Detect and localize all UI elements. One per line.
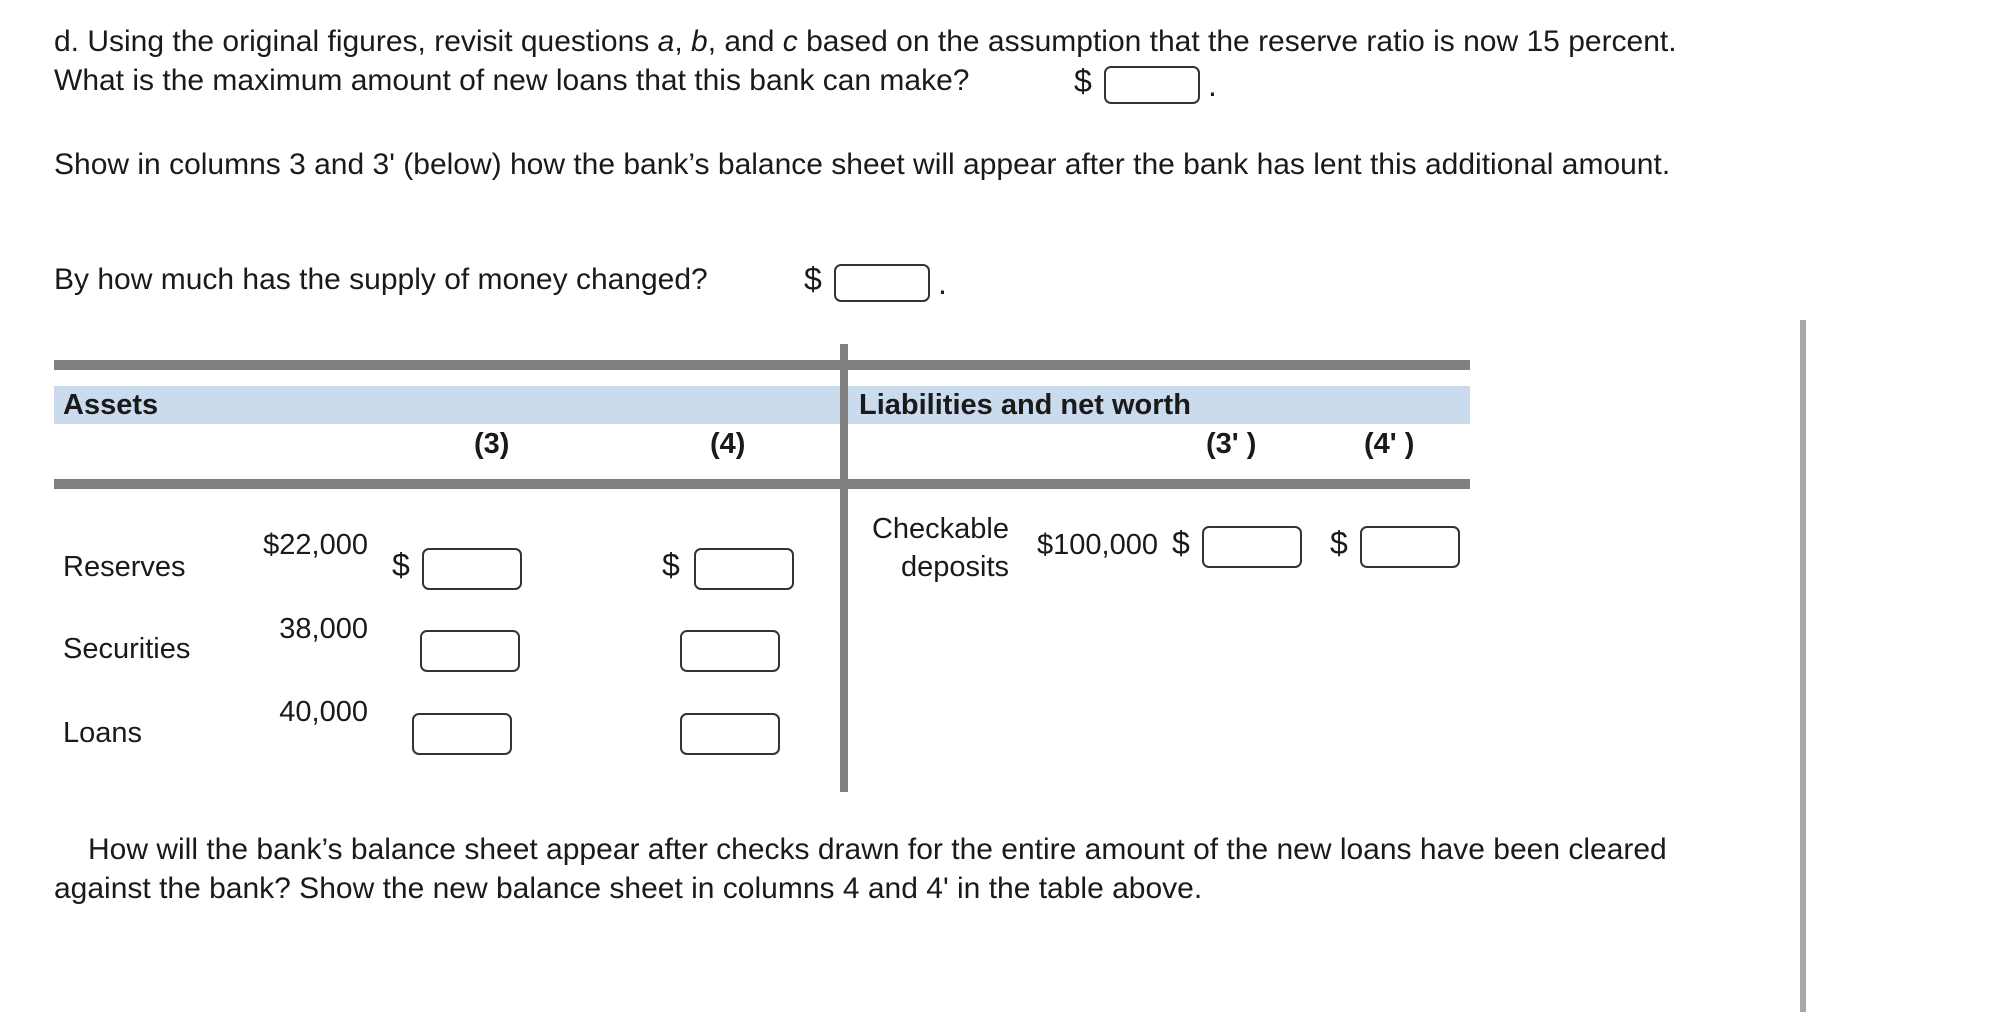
max-loans-dollar: $ bbox=[1074, 63, 1092, 99]
reserves-col4-dollar: $ bbox=[662, 547, 680, 583]
reserves-value: $22,000 bbox=[263, 529, 368, 561]
max-loans-input[interactable] bbox=[1104, 66, 1200, 104]
column-3-prime-header: (3' ) bbox=[1206, 428, 1257, 460]
money-supply-question: By how much has the supply of money changed? bbox=[54, 263, 708, 296]
securities-value: 38,000 bbox=[279, 613, 368, 645]
table-center-divider-overlay bbox=[840, 386, 848, 424]
securities-label: Securities bbox=[63, 633, 191, 665]
table-header-rule bbox=[54, 479, 1470, 489]
deposits-col4p-dollar: $ bbox=[1330, 525, 1348, 561]
money-supply-input[interactable] bbox=[834, 264, 930, 302]
cleared-question-line1: How will the bank’s balance sheet appear after checks drawn for the entire amount of the new loans have been cleared bbox=[88, 833, 1667, 866]
reserves-col4-input[interactable] bbox=[694, 548, 794, 590]
question-ref-a: a bbox=[657, 25, 675, 58]
vertical-scrollbar[interactable] bbox=[1800, 320, 1806, 1012]
max-loans-question: What is the maximum amount of new loans that this bank can make? bbox=[54, 64, 970, 97]
column-3-header: (3) bbox=[474, 428, 510, 460]
deposits-col3p-input[interactable] bbox=[1202, 526, 1302, 568]
reserves-col3-input[interactable] bbox=[422, 548, 522, 590]
money-supply-period: . bbox=[938, 265, 947, 301]
money-supply-dollar: $ bbox=[804, 261, 822, 297]
question-d-line1 bbox=[54, 22, 1677, 61]
reserves-label: Reserves bbox=[63, 551, 186, 583]
question-ref-c: c bbox=[782, 25, 798, 58]
column-4-header: (4) bbox=[710, 428, 746, 460]
question-ref-b: b bbox=[691, 25, 708, 58]
checkable-deposits-value: $100,000 bbox=[1037, 529, 1158, 561]
loans-label: Loans bbox=[63, 717, 143, 749]
checkable-label-line2: deposits bbox=[900, 551, 1009, 583]
deposits-col3p-dollar: $ bbox=[1172, 525, 1190, 561]
separator: , bbox=[674, 25, 691, 58]
deposits-col4p-input[interactable] bbox=[1360, 526, 1460, 568]
table-header-band bbox=[54, 386, 1470, 424]
checkable-label-line1: Checkable bbox=[871, 513, 1009, 545]
loans-col4-input[interactable] bbox=[680, 713, 780, 755]
column-4-prime-header: (4' ) bbox=[1364, 428, 1415, 460]
assets-header: Assets bbox=[63, 389, 159, 421]
liabilities-header: Liabilities and net worth bbox=[859, 389, 1191, 421]
securities-col3-input[interactable] bbox=[420, 630, 520, 672]
reserves-col3-dollar: $ bbox=[392, 547, 410, 583]
max-loans-period: . bbox=[1208, 67, 1217, 103]
question-d-tail: based on the assumption that the reserve ratio is now 15 percent. bbox=[797, 25, 1677, 58]
securities-col4-input[interactable] bbox=[680, 630, 780, 672]
table-top-rule bbox=[54, 360, 1470, 370]
question-d-lead: d. Using the original figures, revisit questions bbox=[54, 25, 658, 58]
show-columns-instruction: Show in columns 3 and 3' (below) how the bank’s balance sheet will appear after the bank has lent this additional amount. bbox=[54, 148, 1671, 181]
loans-col3-input[interactable] bbox=[412, 713, 512, 755]
loans-value: 40,000 bbox=[279, 696, 368, 728]
cleared-question-line2: against the bank? Show the new balance sheet in columns 4 and 4' in the table above. bbox=[54, 872, 1203, 905]
separator: , and bbox=[707, 25, 783, 58]
